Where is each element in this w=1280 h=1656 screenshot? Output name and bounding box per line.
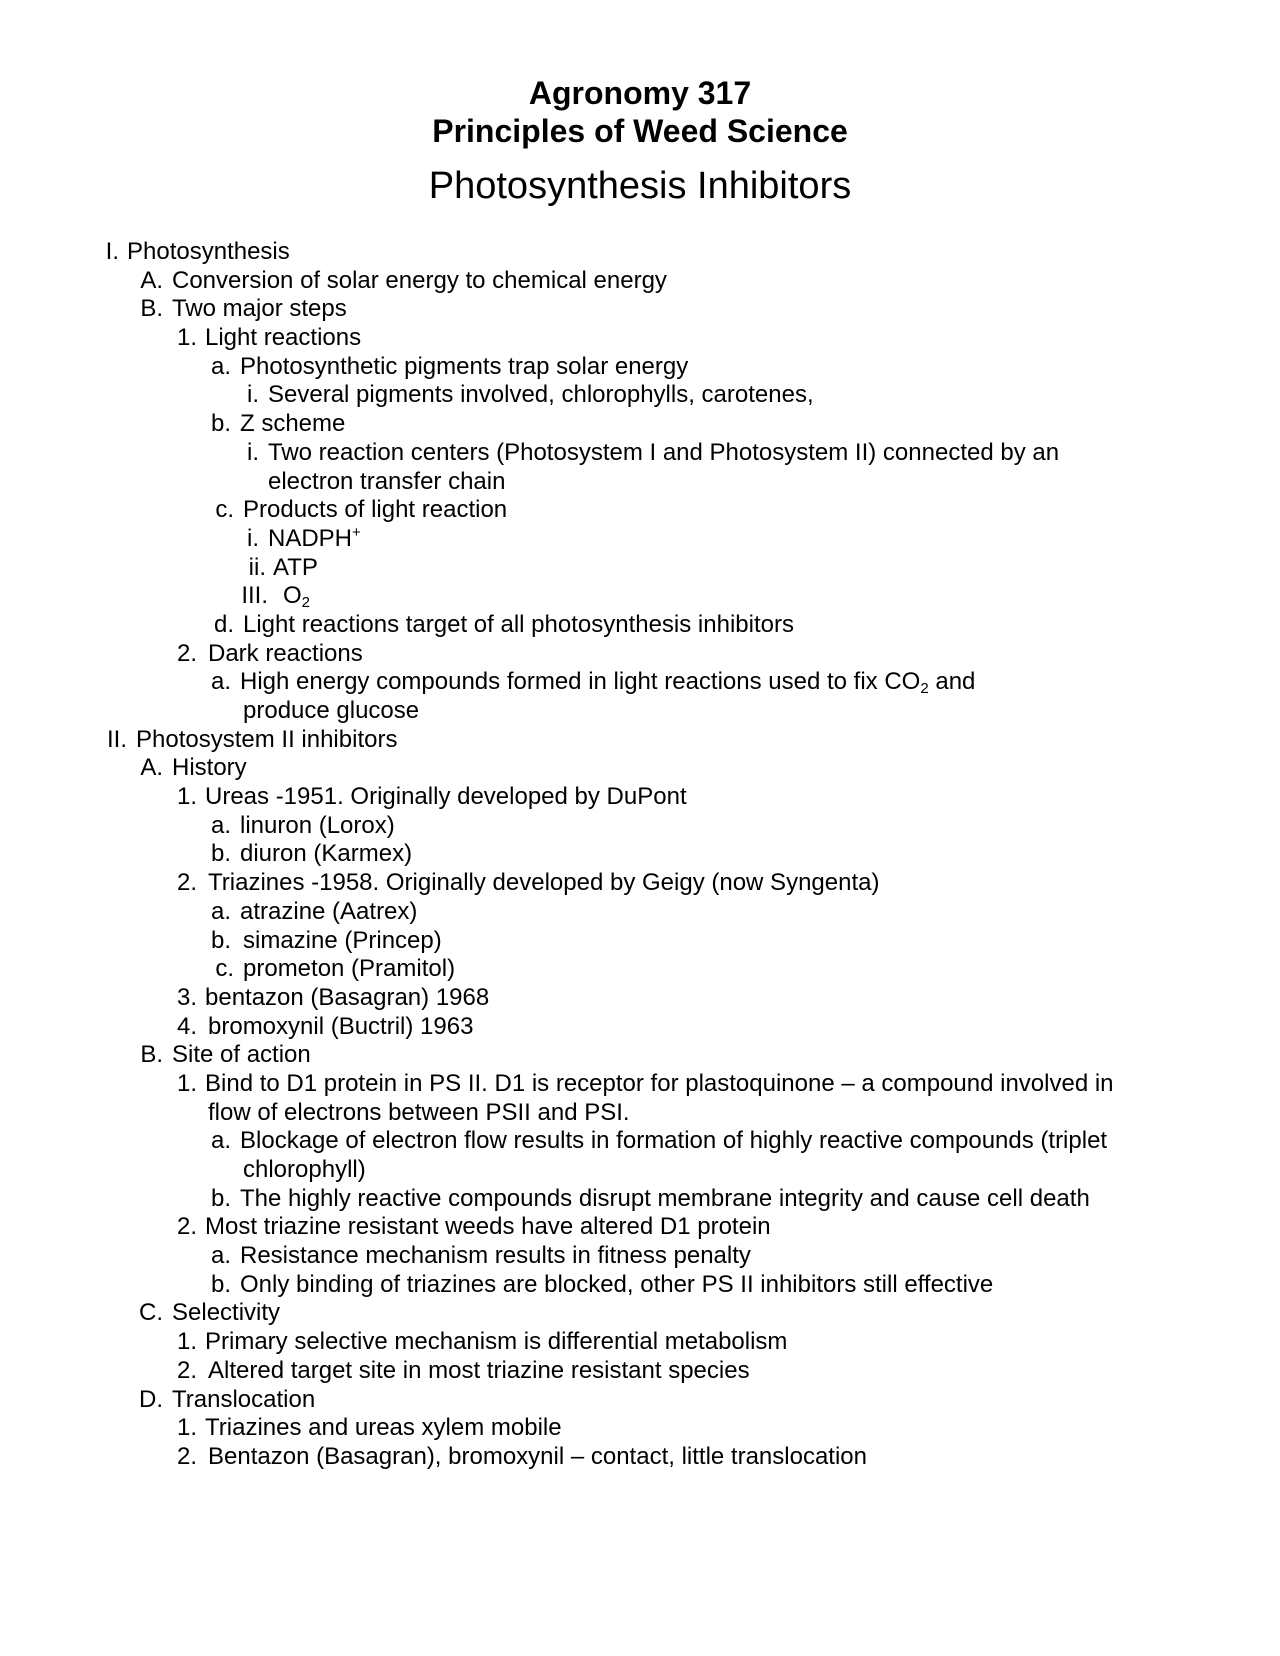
- outline-marker: 1.: [176, 1328, 197, 1356]
- outline-text-main: The highly reactive compounds disrupt membrane integrity and cause cell death: [240, 1184, 1090, 1212]
- outline-text-main: Photosystem II inhibitors: [136, 725, 398, 753]
- outline-item: [0, 582, 1280, 611]
- outline-text-main: Z scheme: [240, 410, 346, 438]
- outline-marker: a.: [210, 1127, 231, 1155]
- outline-item: [0, 324, 1280, 353]
- outline-text-main: Translocation: [172, 1385, 316, 1413]
- outline-marker: c.: [215, 955, 234, 983]
- outline-item: [0, 1242, 1280, 1271]
- outline-text-main: Products of light reaction: [243, 496, 508, 524]
- outline-item: [0, 754, 1280, 783]
- outline-text-main: Bind to D1 protein in PS II. D1 is receptor for plastoquinone – a compound involved in: [205, 1069, 1114, 1097]
- outline-item-continuation: [0, 1099, 1280, 1128]
- outline-text-main: Most triazine resistant weeds have altered D1 protein: [205, 1213, 771, 1241]
- outline-text-main: Two major steps: [172, 295, 347, 323]
- course-code: Agronomy 317: [528, 75, 752, 111]
- outline-item: [0, 783, 1280, 812]
- outline-item: [0, 496, 1280, 525]
- outline-marker: i.: [247, 438, 259, 466]
- outline-item: [0, 668, 1280, 697]
- outline-item: [0, 840, 1280, 869]
- outline-item: [0, 267, 1280, 296]
- outline-marker: b.: [210, 1184, 231, 1212]
- outline-marker: b.: [210, 410, 231, 438]
- outline-text-main: Photosynthesis: [127, 238, 290, 265]
- outline-text: [127, 238, 290, 267]
- outline-text: [243, 927, 442, 956]
- outline-item: [0, 1271, 1280, 1300]
- outline-text-main: Site of action: [172, 1041, 311, 1069]
- outline-marker: III.: [241, 582, 268, 610]
- outline-marker: I.: [105, 238, 119, 265]
- outline-marker: A.: [140, 754, 163, 782]
- outline-text-main: Light reactions target of all photosynthesis inhibitors: [243, 610, 794, 638]
- outline-text: [268, 525, 361, 554]
- outline-item: [0, 525, 1280, 554]
- outline-text: [240, 668, 975, 697]
- outline-item: [0, 984, 1280, 1013]
- outline-text-main: Light reactions: [205, 324, 362, 352]
- outline-text: [240, 898, 417, 927]
- outline-marker: d.: [213, 610, 234, 638]
- outline-text: [268, 468, 505, 497]
- outline-text: [243, 955, 455, 984]
- outline-text-main: Blockage of electron flow results in formation of highly reactive compounds (triplet: [240, 1127, 1108, 1155]
- outline-text-main: High energy compounds formed in light reactions used to fix CO: [240, 668, 921, 696]
- document-title: Photosynthesis Inhibitors: [428, 165, 852, 207]
- outline-marker: 2.: [176, 1356, 197, 1384]
- outline-text: [240, 1242, 751, 1271]
- outline-item: [0, 1328, 1280, 1357]
- outline-text-main: produce glucose: [243, 697, 420, 724]
- outline-text-main: Triazines -1958. Originally developed by Geigy (now Syngenta): [208, 869, 880, 897]
- outline-item: [0, 927, 1280, 956]
- outline-text-main: Primary selective mechanism is differential metabolism: [205, 1328, 788, 1356]
- outline-text: [243, 496, 507, 525]
- outline-text: [172, 754, 247, 783]
- outline-item: [0, 640, 1280, 669]
- outline-item: [0, 898, 1280, 927]
- outline-item: [0, 295, 1280, 324]
- outline-text: [205, 783, 687, 812]
- outline-text-main: Only binding of triazines are blocked, other PS II inhibitors still effective: [240, 1270, 994, 1298]
- outline-marker: II.: [106, 725, 127, 753]
- outline-text: [240, 410, 345, 439]
- outline-marker: b.: [210, 1270, 231, 1298]
- outline-marker: i.: [247, 381, 259, 409]
- outline-marker: 3.: [176, 983, 197, 1011]
- outline-text: [205, 324, 361, 353]
- outline-marker: a.: [210, 897, 231, 925]
- outline-marker: a.: [210, 668, 231, 696]
- outline-marker: 2.: [176, 639, 197, 667]
- outline-text: [205, 1328, 787, 1357]
- outline-item: [0, 353, 1280, 382]
- outline-text: [208, 1099, 630, 1128]
- outline-item: [0, 439, 1280, 468]
- outline-text-main: History: [172, 754, 247, 782]
- outline-text-main: Photosynthetic pigments trap solar energy: [240, 352, 689, 380]
- outline-item: [0, 1070, 1280, 1099]
- outline-text: [172, 267, 667, 296]
- outline-text: [283, 582, 310, 611]
- outline-item-continuation: [0, 468, 1280, 497]
- outline-text: [240, 812, 395, 841]
- outline-text-main: Several pigments involved, chlorophylls, carotenes,: [268, 381, 814, 409]
- outline-text: [205, 1414, 562, 1443]
- outline-text: [172, 1386, 315, 1415]
- outline-marker: B.: [140, 295, 163, 323]
- outline-item: [0, 1185, 1280, 1214]
- outline-marker: 1.: [176, 324, 197, 352]
- outline-item: [0, 1299, 1280, 1328]
- outline-marker: 1.: [176, 1414, 197, 1442]
- outline-item: [0, 238, 1280, 267]
- outline-text: [136, 726, 397, 755]
- outline-text: [243, 697, 419, 726]
- outline-item: [0, 1443, 1280, 1472]
- outline-marker: b.: [210, 840, 231, 868]
- superscript: +: [352, 523, 361, 541]
- outline-text-main: electron transfer chain: [268, 467, 506, 495]
- outline-marker: 4.: [176, 1012, 197, 1040]
- outline-text-main: Dark reactions: [208, 639, 363, 667]
- outline-item: [0, 554, 1280, 583]
- outline-marker: b.: [210, 926, 231, 954]
- outline-text: [208, 1357, 750, 1386]
- outline-text: [172, 295, 347, 324]
- outline-text-main: Two reaction centers (Photosystem I and Photosystem II) connected by an: [268, 438, 1060, 466]
- outline-text: [172, 1041, 311, 1070]
- outline-item: [0, 1041, 1280, 1070]
- outline-text: [208, 869, 879, 898]
- outline-item: [0, 410, 1280, 439]
- outline-marker: A.: [140, 266, 163, 294]
- outline-marker: c.: [215, 496, 234, 524]
- outline-marker: C.: [139, 1299, 163, 1327]
- outline-text-after: and: [928, 668, 976, 696]
- outline-text: [172, 1299, 280, 1328]
- outline-text: [273, 554, 318, 583]
- outline-text-main: Bentazon (Basagran), bromoxynil – contact, little translocation: [208, 1442, 868, 1470]
- outline-text: [268, 439, 1059, 468]
- outline-text-main: chlorophyll): [243, 1156, 366, 1183]
- outline-marker: a.: [210, 1242, 231, 1270]
- outline-text: [240, 1271, 993, 1300]
- outline: [0, 238, 1280, 1472]
- outline-text-main: bentazon (Basagran) 1968: [205, 983, 490, 1011]
- outline-text-main: ATP: [273, 553, 318, 581]
- outline-text: [208, 640, 363, 669]
- outline-marker: 1.: [176, 783, 197, 811]
- outline-item: [0, 869, 1280, 898]
- outline-item: [0, 1013, 1280, 1042]
- outline-text-main: linuron (Lorox): [240, 811, 395, 839]
- title-block: [0, 74, 1280, 208]
- outline-text-main: NADPH: [268, 524, 353, 552]
- outline-marker: a.: [210, 811, 231, 839]
- outline-text: [240, 1127, 1107, 1156]
- outline-text: [208, 1443, 867, 1472]
- outline-marker: 2.: [176, 869, 197, 897]
- outline-marker: 2.: [176, 1442, 197, 1470]
- outline-marker: i.: [247, 524, 259, 552]
- outline-text: [205, 1213, 771, 1242]
- outline-text: [205, 1070, 1114, 1099]
- outline-item: [0, 381, 1280, 410]
- subscript: 2: [920, 680, 929, 698]
- outline-marker: B.: [140, 1041, 163, 1069]
- outline-text: [240, 353, 688, 382]
- course-name: Principles of Weed Science: [432, 113, 848, 149]
- outline-text-main: Resistance mechanism results in fitness penalty: [240, 1242, 751, 1270]
- outline-marker: ii.: [248, 553, 266, 581]
- outline-item: [0, 812, 1280, 841]
- outline-item: [0, 1213, 1280, 1242]
- outline-text-main: flow of electrons between PSII and PSI.: [208, 1098, 630, 1126]
- outline-text-main: prometon (Pramitol): [243, 955, 456, 983]
- outline-text-main: Triazines and ureas xylem mobile: [205, 1414, 562, 1442]
- outline-item-continuation: [0, 697, 1280, 726]
- outline-marker: a.: [210, 352, 231, 380]
- outline-item: [0, 955, 1280, 984]
- outline-text-main: Selectivity: [172, 1299, 281, 1327]
- subscript: 2: [301, 594, 311, 612]
- outline-text-main: diuron (Karmex): [240, 840, 413, 868]
- outline-text-main: simazine (Princep): [243, 926, 442, 954]
- outline-text: [268, 381, 814, 410]
- outline-text-main: Conversion of solar energy to chemical energy: [172, 266, 667, 294]
- outline-text: [240, 840, 412, 869]
- outline-text-main: bromoxynil (Buctril) 1963: [208, 1012, 474, 1040]
- outline-item: [0, 726, 1280, 755]
- outline-item: [0, 1127, 1280, 1156]
- outline-item: [0, 1414, 1280, 1443]
- outline-text: [240, 1185, 1090, 1214]
- outline-item: [0, 1386, 1280, 1415]
- outline-item: [0, 611, 1280, 640]
- outline-marker: D.: [139, 1385, 163, 1413]
- outline-text-main: O: [283, 582, 302, 610]
- outline-text: [208, 1013, 473, 1042]
- outline-text: [205, 984, 489, 1013]
- outline-marker: 2.: [176, 1213, 197, 1241]
- outline-text-main: Ureas -1951. Originally developed by DuPont: [205, 783, 687, 811]
- outline-text: [243, 1156, 366, 1185]
- outline-item: [0, 1357, 1280, 1386]
- outline-text: [243, 611, 794, 640]
- outline-text-main: atrazine (Aatrex): [240, 897, 418, 925]
- outline-item-continuation: [0, 1156, 1280, 1185]
- outline-marker: 1.: [176, 1069, 197, 1097]
- outline-text-main: Altered target site in most triazine resistant species: [208, 1356, 750, 1384]
